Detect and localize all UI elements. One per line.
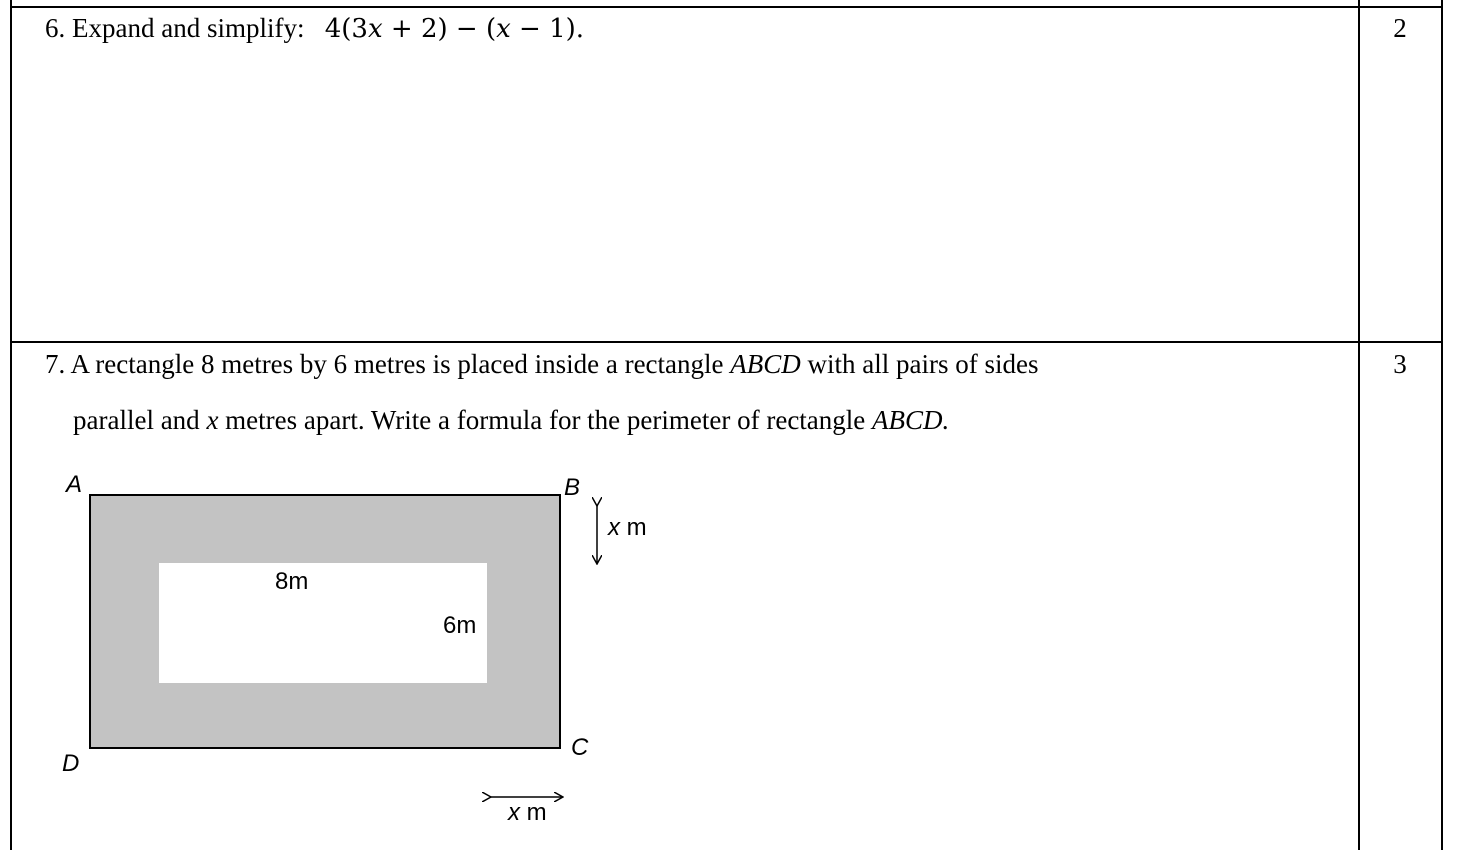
question-7-number: 7.	[45, 349, 66, 379]
question-6-number: 6.	[45, 13, 66, 43]
row-divider	[10, 341, 1443, 343]
question-6-text	[45, 12, 584, 45]
inner-width-label: 6m	[443, 612, 477, 639]
vertex-b-label: B	[564, 474, 581, 501]
vertical-gap-label: x m	[608, 514, 647, 541]
horizontal-gap-label: x m	[508, 799, 547, 826]
table-top-border	[10, 6, 1443, 8]
vertex-c-label: C	[571, 734, 589, 761]
question-6-expression: 4(3x + 2) − (x − 1).	[324, 14, 585, 44]
question-7-marks: 3	[1393, 349, 1407, 379]
rectangle-diagram	[0, 455, 720, 850]
vertex-d-label: D	[62, 750, 80, 777]
vertex-a-label: A	[66, 471, 83, 498]
marks-column-divider	[1358, 0, 1360, 850]
question-6-marks: 2	[1393, 13, 1407, 43]
question-7-line-2: parallel and x metres apart. Write a formula for the perimeter of rectangle ABCD.	[73, 405, 950, 435]
inner-length-label: 8m	[275, 568, 309, 595]
table-right-border	[1441, 0, 1443, 850]
question-7-line-1: 7. A rectangle 8 metres by 6 metres is placed inside a rectangle ABCD with all pairs of sides	[45, 349, 1039, 379]
question-6-prompt: Expand and simplify:	[72, 13, 305, 43]
inner-rectangle	[159, 563, 487, 683]
